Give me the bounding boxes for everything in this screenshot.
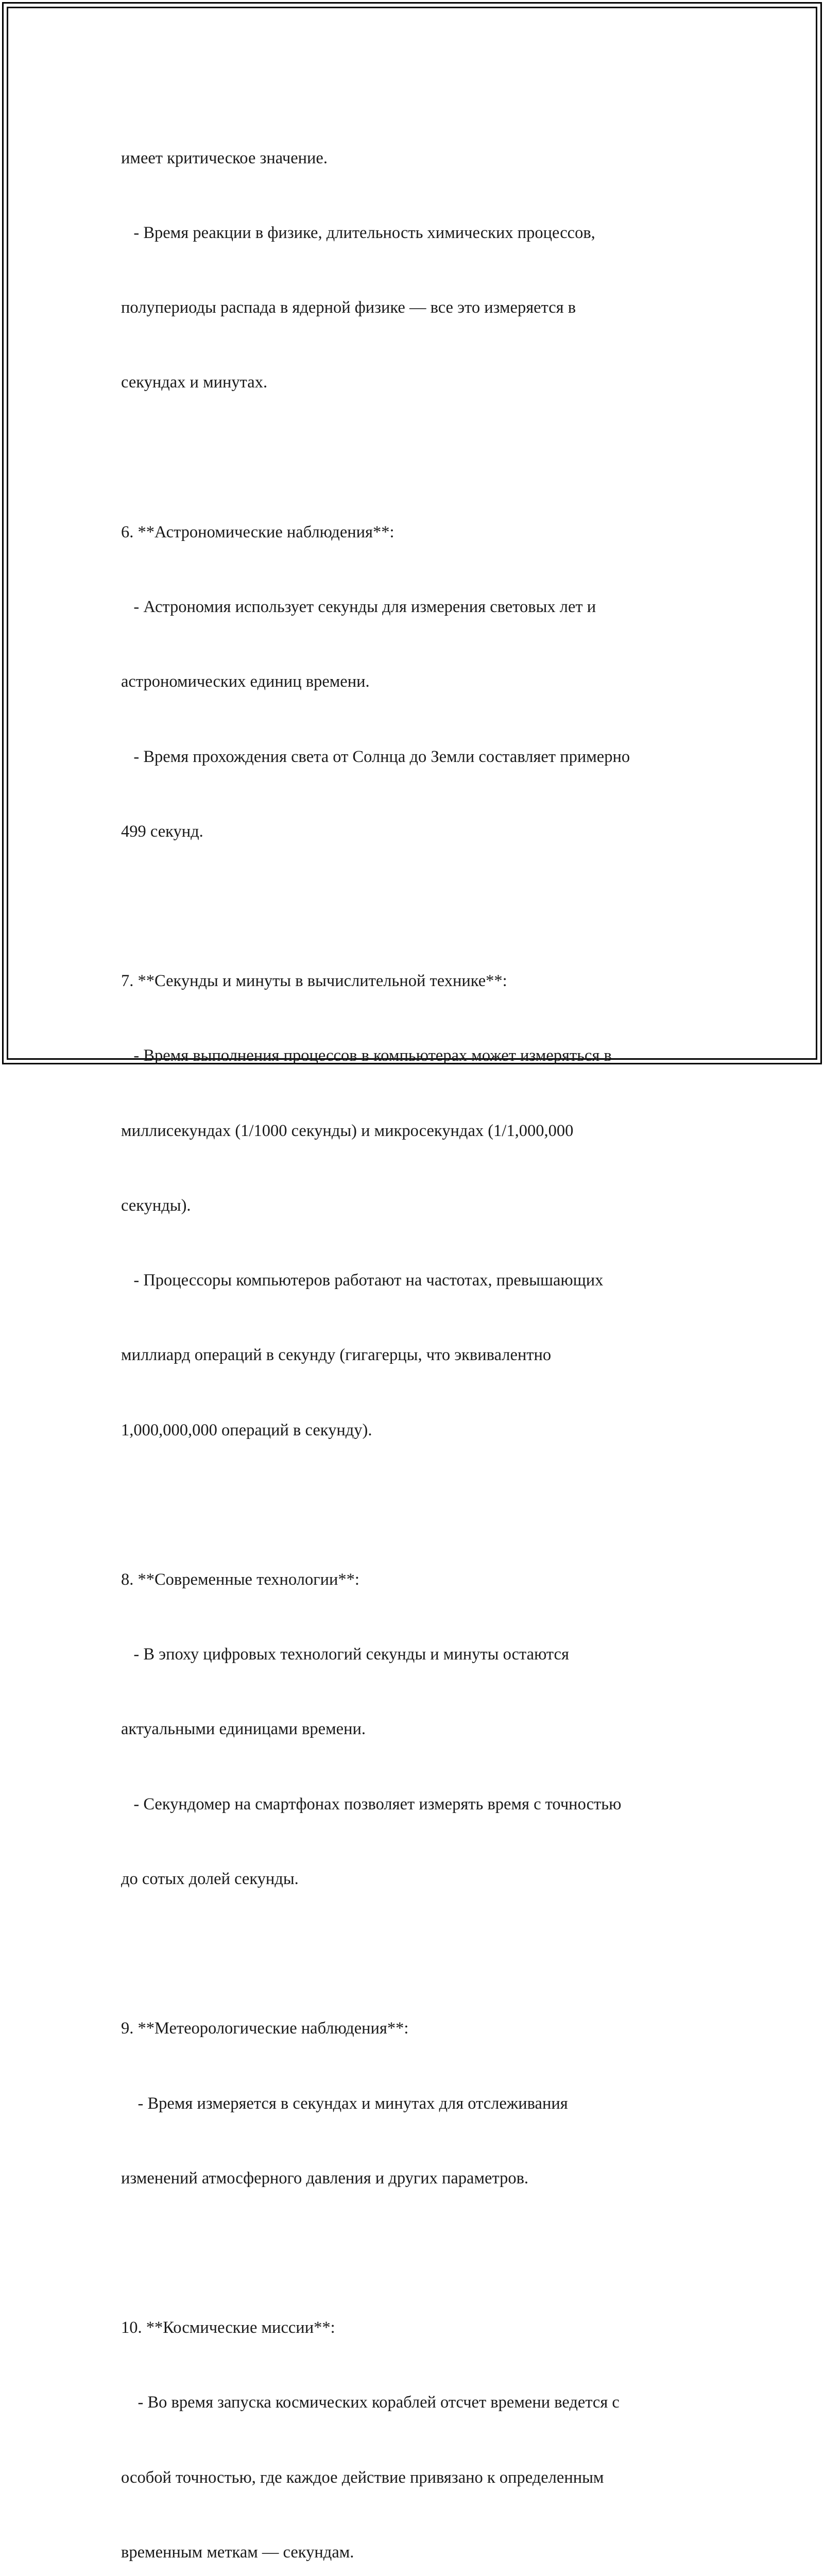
section-heading: 7. **Секунды и минуты в вычислительной технике**: [121, 972, 507, 991]
text-line: - Время прохождения света от Солнца до Земли составляет примерно [121, 747, 630, 766]
text-line: миллисекундах (1/1000 секунды) и микросекундах (1/1,000,000 [121, 1121, 574, 1140]
text-line: 1,000,000,000 операций в секунду). [121, 1420, 372, 1439]
blank-line [121, 1493, 729, 1517]
text-line: миллиард операций в секунду (гигагерцы, что эквивалентно [121, 1346, 552, 1365]
blank-line [121, 1941, 729, 1966]
text-line: изменений атмосферного давления и других параметров. [121, 2168, 529, 2188]
blank-line [121, 445, 729, 470]
blank-line [121, 2241, 729, 2265]
text-line: секундах и минутах. [121, 373, 268, 392]
text-line: - Астрономия использует секунды для измерения световых лет и [121, 598, 596, 617]
section-heading: 6. **Астрономические наблюдения**: [121, 522, 394, 541]
text-line: временным меткам — секундам. [121, 2543, 354, 2562]
text-line: астрономических единиц времени. [121, 672, 370, 691]
text-line: до сотых долей секунды. [121, 1869, 299, 1888]
text-line: особой точностью, где каждое действие привязано к определенным [121, 2468, 604, 2487]
text-line: актуальными единицами времени. [121, 1720, 366, 1739]
text-line: 499 секунд. [121, 822, 203, 841]
text-line: имеет критическое значение. [121, 148, 328, 167]
text-line: - Время реакции в физике, длительность химических процессов, [121, 224, 595, 243]
text-line: полупериоды распада в ядерной физике — все это измеряется в [121, 298, 576, 317]
document-body [121, 96, 729, 2576]
text-line: секунды). [121, 1196, 191, 1215]
text-line: - Во время запуска космических кораблей отсчет времени ведется с [121, 2393, 620, 2412]
section-heading: 9. **Метеорологические наблюдения**: [121, 2019, 409, 2038]
text-line: - Время выполнения процессов в компьютерах может измеряться в [121, 1046, 612, 1065]
text-line: - Время измеряется в секундах и минутах для отслеживания [121, 2094, 568, 2113]
section-heading: 8. **Современные технологии**: [121, 1570, 359, 1589]
text-line: - Процессоры компьютеров работают на частотах, превышающих [121, 1271, 604, 1290]
section-heading: 10. **Космические миссии**: [121, 2318, 335, 2337]
text-line: - Секундомер на смартфонах позволяет измерять время с точностью [121, 1794, 622, 1814]
text-line: - В эпоху цифровых технологий секунды и минуты остаются [121, 1645, 569, 1664]
blank-line [121, 894, 729, 919]
